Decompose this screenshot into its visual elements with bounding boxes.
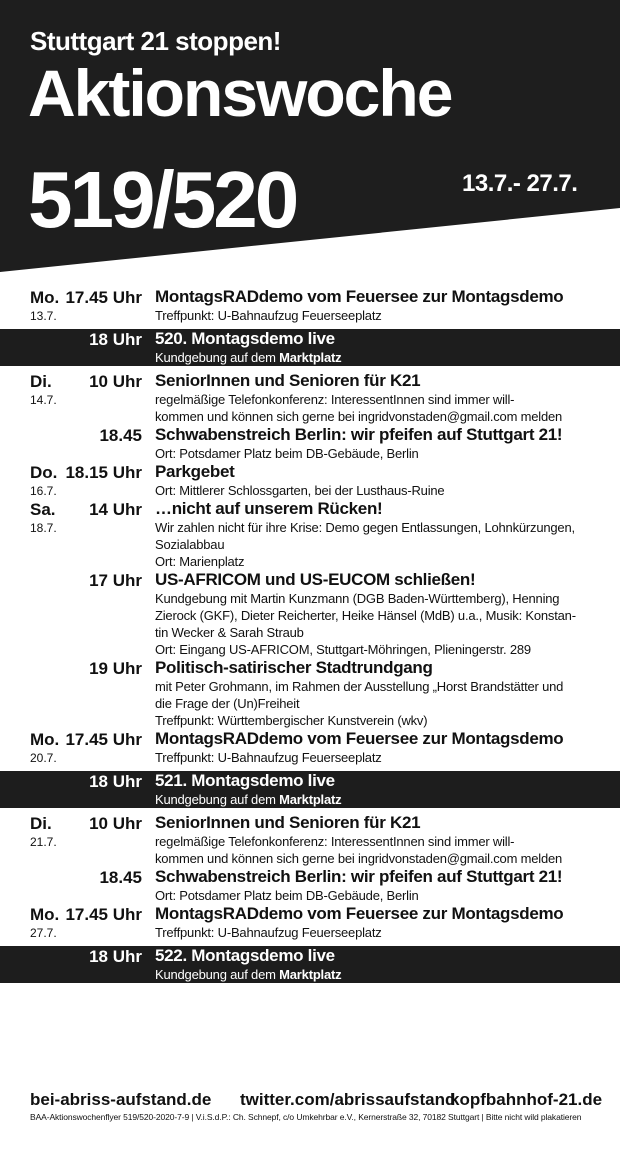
event-list — [0, 287, 620, 988]
event-details — [155, 329, 620, 366]
event-weekday: Mo. — [30, 730, 60, 749]
event-time: 18 Uhr — [89, 947, 142, 966]
event-time: 18.45 — [99, 868, 142, 887]
footer-link-kopfbahnhof[interactable]: kopfbahnhof-21.de — [450, 1090, 603, 1109]
event-description-text: Kundgebung auf dem — [155, 350, 280, 365]
edition-number: 519/520 — [28, 155, 297, 244]
event-details — [155, 499, 620, 570]
header-kicker: Stuttgart 21 stoppen! — [30, 26, 281, 56]
event-date-column — [30, 868, 142, 888]
event-date: 21.7. — [30, 835, 57, 849]
montagsdemo-row — [0, 946, 620, 983]
event-title: 522. Montagsdemo live — [155, 946, 335, 965]
event-details — [155, 371, 620, 425]
event-date-column — [30, 814, 142, 851]
event-description-line — [155, 966, 610, 983]
event-details — [155, 462, 620, 499]
footer-fineprint: BAA-Aktionswochenflyer 519/520-2020-7-9 | V.i.S.d.P.: Ch. Schnepf, c/o Umkehrbar e.V., Kernerstraße 32, 70182 Stuttgart | Bitte nicht wild plakatieren — [30, 1112, 582, 1122]
event-date-column — [30, 372, 142, 409]
event-description-text: Kundgebung auf dem — [155, 792, 280, 807]
event-row — [0, 499, 620, 570]
event-date: 27.7. — [30, 926, 57, 940]
event-time: 17.45 Uhr — [65, 288, 142, 307]
event-description-line: regelmäßige Telefonkonferenz: InteressentInnen sind immer will- — [155, 392, 515, 407]
event-description-line: Ort: Potsdamer Platz beim DB-Gebäude, Berlin — [155, 446, 419, 461]
event-row — [0, 570, 620, 658]
event-date-column — [30, 659, 142, 679]
event-time: 17.45 Uhr — [65, 730, 142, 749]
event-time: 17 Uhr — [89, 571, 142, 590]
event-title: 521. Montagsdemo live — [155, 771, 335, 790]
event-title: 520. Montagsdemo live — [155, 329, 335, 348]
event-details — [155, 570, 620, 658]
header-banner — [0, 0, 620, 280]
montagsdemo-row — [0, 771, 620, 808]
event-time: 19 Uhr — [89, 659, 142, 678]
event-weekday: Mo. — [30, 905, 60, 924]
event-description-line: Ort: Marienplatz — [155, 554, 245, 569]
event-description-line: Sozialabbau — [155, 537, 225, 552]
event-row — [0, 904, 620, 941]
event-description-line: Treffpunkt: U-Bahnaufzug Feuerseeplatz — [155, 925, 382, 940]
event-title: MontagsRADdemo vom Feuersee zur Montagsdemo — [155, 729, 564, 748]
event-details — [155, 867, 620, 904]
event-date-column — [30, 730, 142, 767]
event-date: 18.7. — [30, 521, 57, 535]
event-weekday: Do. — [30, 463, 58, 482]
event-description-line — [155, 349, 610, 366]
event-title: US-AFRICOM und US-EUCOM schließen! — [155, 570, 476, 589]
event-description-line: die Frage der (Un)Freiheit — [155, 696, 300, 711]
event-weekday: Sa. — [30, 500, 56, 519]
event-date-column — [30, 463, 142, 500]
event-date: 13.7. — [30, 309, 57, 323]
event-row — [0, 287, 620, 324]
event-time: 18 Uhr — [89, 330, 142, 349]
event-description-line: Treffpunkt: Württembergischer Kunstverein (wkv) — [155, 713, 428, 728]
event-time: 18 Uhr — [89, 772, 142, 791]
event-date-column — [30, 330, 142, 350]
event-description-line: Treffpunkt: U-Bahnaufzug Feuerseeplatz — [155, 750, 382, 765]
event-row — [0, 867, 620, 904]
event-date-column — [30, 288, 142, 325]
event-description-line: Wir zahlen nicht für ihre Krise: Demo gegen Entlassungen, Lohnkürzungen, — [155, 520, 575, 535]
event-date: 20.7. — [30, 751, 57, 765]
event-time: 18.15 Uhr — [65, 463, 142, 482]
event-time: 18.45 — [99, 426, 142, 445]
montagsdemo-row — [0, 329, 620, 366]
event-date: 14.7. — [30, 393, 57, 407]
event-location-highlight: Marktplatz — [279, 792, 342, 807]
event-description-line: Ort: Mittlerer Schlossgarten, bei der Lusthaus-Ruine — [155, 483, 445, 498]
event-description-line: kommen und können sich gerne bei ingridvonstaden@gmail.com melden — [155, 409, 563, 424]
event-title: Schwabenstreich Berlin: wir pfeifen auf Stuttgart 21! — [155, 867, 563, 886]
event-row — [0, 729, 620, 766]
event-date: 16.7. — [30, 484, 57, 498]
event-time: 10 Uhr — [89, 814, 142, 833]
event-title: Parkgebet — [155, 462, 235, 481]
event-weekday: Di. — [30, 372, 52, 391]
event-title: …nicht auf unserem Rücken! — [155, 499, 383, 518]
footer-link-website[interactable]: bei-abriss-aufstand.de — [30, 1090, 212, 1109]
event-details — [155, 813, 620, 867]
event-time: 10 Uhr — [89, 372, 142, 391]
event-date-column — [30, 426, 142, 446]
event-row — [0, 425, 620, 462]
event-date-column — [30, 947, 142, 967]
event-description-line: Kundgebung mit Martin Kunzmann (DGB Baden-Württemberg), Henning — [155, 591, 560, 606]
event-date-column — [30, 772, 142, 792]
event-description-line: tin Wecker & Sarah Straub — [155, 625, 304, 640]
event-description-line: Zierock (GKF), Dieter Reicherter, Heike Hänsel (MdB) u.a., Musik: Konstan- — [155, 608, 576, 623]
event-details — [155, 904, 620, 941]
event-title: Schwabenstreich Berlin: wir pfeifen auf Stuttgart 21! — [155, 425, 563, 444]
event-details — [155, 946, 620, 983]
event-title: SeniorInnen und Senioren für K21 — [155, 813, 421, 832]
event-title: MontagsRADdemo vom Feuersee zur Montagsdemo — [155, 904, 564, 923]
event-description-text: Kundgebung auf dem — [155, 967, 280, 982]
event-title: SeniorInnen und Senioren für K21 — [155, 371, 421, 390]
event-description-line — [155, 791, 610, 808]
page-title: Aktionswoche — [28, 56, 452, 130]
event-description-line: mit Peter Grohmann, im Rahmen der Ausstellung „Horst Brandstätter und — [155, 679, 564, 694]
event-row — [0, 813, 620, 867]
event-description-line: Ort: Eingang US-AFRICOM, Stuttgart-Möhringen, Plieningerstr. 289 — [155, 642, 531, 657]
event-date-column — [30, 500, 142, 537]
event-weekday: Mo. — [30, 288, 60, 307]
event-time: 17.45 Uhr — [65, 905, 142, 924]
event-time: 14 Uhr — [89, 500, 142, 519]
event-location-highlight: Marktplatz — [279, 967, 342, 982]
event-row — [0, 371, 620, 425]
event-description-line: Ort: Potsdamer Platz beim DB-Gebäude, Berlin — [155, 888, 419, 903]
event-title: MontagsRADdemo vom Feuersee zur Montagsdemo — [155, 287, 564, 306]
event-row — [0, 658, 620, 729]
event-details — [155, 425, 620, 462]
event-date-column — [30, 905, 142, 942]
event-description-line: Treffpunkt: U-Bahnaufzug Feuerseeplatz — [155, 308, 382, 323]
event-details — [155, 729, 620, 766]
event-title: Politisch-satirischer Stadtrundgang — [155, 658, 433, 677]
event-description-line: kommen und können sich gerne bei ingridvonstaden@gmail.com melden — [155, 851, 563, 866]
event-details — [155, 658, 620, 729]
event-date-column — [30, 571, 142, 591]
footer-link-twitter[interactable]: twitter.com/abrissaufstand — [240, 1090, 456, 1109]
event-weekday: Di. — [30, 814, 52, 833]
event-row — [0, 462, 620, 499]
event-location-highlight: Marktplatz — [279, 350, 342, 365]
event-description-line: regelmäßige Telefonkonferenz: InteressentInnen sind immer will- — [155, 834, 515, 849]
date-range: 13.7.- 27.7. — [462, 170, 578, 197]
event-details — [155, 287, 620, 324]
event-details — [155, 771, 620, 808]
